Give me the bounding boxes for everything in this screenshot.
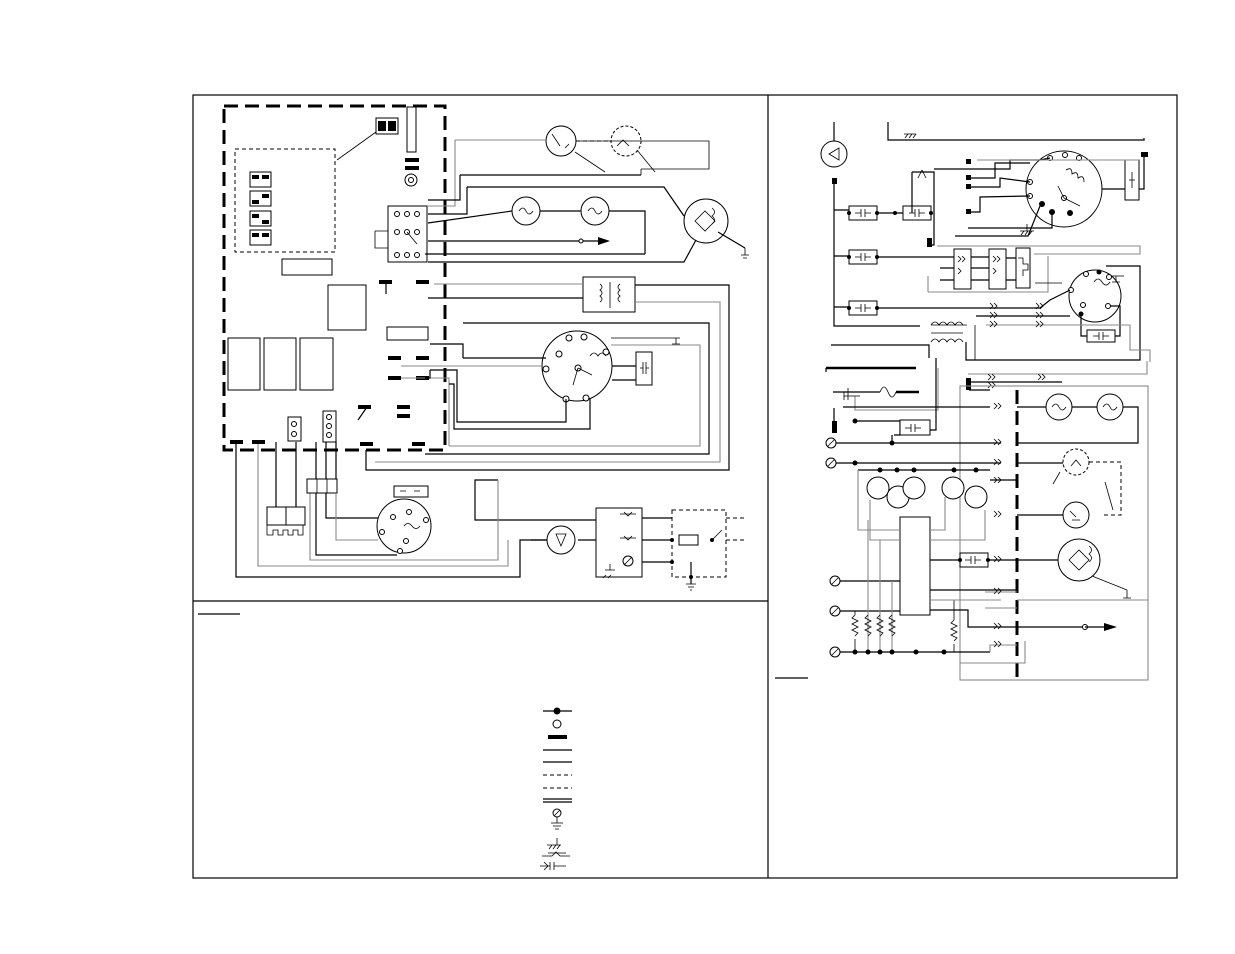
field-ground-symbol (553, 809, 561, 817)
rollout-switches (546, 126, 655, 172)
transformer (583, 277, 635, 312)
lower-motor (377, 486, 431, 554)
limit-switch-row (512, 197, 609, 225)
legend-left (198, 614, 572, 870)
junction-box (596, 508, 674, 578)
inducer-motor (684, 199, 749, 258)
switch-nc-symbol (542, 852, 570, 856)
relay-contacts (847, 170, 970, 315)
switch-no-symbol (540, 862, 566, 870)
right-lower-wiring (826, 386, 1148, 680)
right-upper-wiring (912, 158, 1140, 254)
equipment-ground-symbol (551, 817, 563, 829)
inducer-motor-right (1020, 151, 1148, 235)
door-switch (547, 526, 575, 554)
conductor-on-circuit-board-symbol (543, 799, 572, 802)
unmarked-terminal-symbol (553, 720, 561, 728)
terminal-blocks (267, 411, 397, 555)
plug-terminal-symbol (548, 735, 567, 739)
blower-motor (542, 331, 680, 402)
dip-switches (250, 118, 398, 245)
right-ladder-diagram (775, 122, 1150, 680)
middle-connectors (928, 248, 1062, 292)
chassis-ground-symbol (547, 838, 561, 849)
outer-frame (193, 95, 1177, 878)
junction-dot-symbol (543, 708, 572, 715)
field-wiring-box (672, 510, 745, 590)
left-wiring-diagram (198, 106, 749, 870)
fuse (407, 107, 416, 152)
twelve-pin-connector (388, 206, 427, 262)
